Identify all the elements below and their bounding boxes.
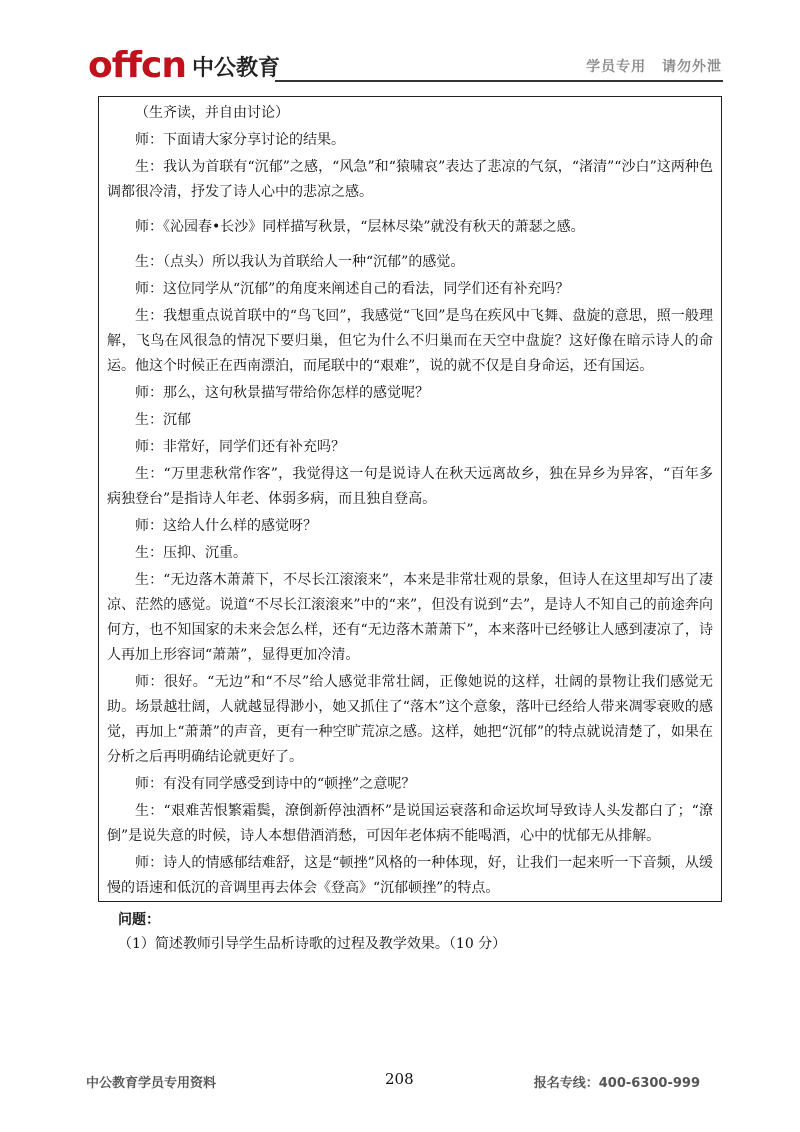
dialogue-line: 师：非常好，同学们还有补充吗？ bbox=[135, 439, 345, 455]
dialogue-line: 师：这给人什么样的感觉呀？ bbox=[135, 518, 317, 534]
header-divider bbox=[275, 80, 723, 82]
dialogue-line: 师：有没有同学感受到诗中的“顿挫”之意呢？ bbox=[135, 776, 416, 792]
logo-chinese-text: 中公教育 bbox=[192, 56, 281, 81]
question-heading: 问题： bbox=[118, 912, 160, 928]
dialogue-line: 师：这位同学从“沉郁”的角度来阐述自己的看法，同学们还有补充吗？ bbox=[135, 281, 570, 297]
page-number: 208 bbox=[385, 1070, 414, 1088]
question-item-1: （1）简述教师引导学生品析诗歌的过程及教学效果。（10 分） bbox=[118, 936, 507, 952]
offcn-logo bbox=[88, 44, 280, 84]
dialogue-line: 师：那么，这句秋景描写带给你怎样的感觉呢？ bbox=[135, 385, 429, 401]
dialogue-line: 生：“万里悲秋常作客”，我觉得这一句是说诗人在秋天远离故乡，独在异乡为异客，“百年多病独登台”是指诗人年老、体弱多病，而且独自登高。 bbox=[107, 466, 713, 507]
dialogue-line: 生：沉郁 bbox=[135, 412, 191, 428]
dialogue-line: 生：“无边落木萧萧下，不尽长江滚滚来”，本来是非常壮观的景象，但诗人在这里却写出了凄凉、茫然的感觉。说道“不尽长江滚滚来”中的“来”，但没有说到“去”，是诗人不知自己的前途奔向何方，也不知国家的未来会怎么样，还有“无边落木萧萧下”，本来落叶已经够让人感到凄凉了，诗人再加上形容词“萧萧”，显得更加冷清。 bbox=[107, 572, 713, 663]
dialogue-line: 师：《沁园春•长沙》同样描写秋景，“层林尽染”就没有秋天的萧瑟之感。 bbox=[135, 219, 585, 235]
dialogue-line: 生：我想重点说首联中的“鸟飞回”，我感觉“飞回”是鸟在疾风中飞舞、盘旋的意思，照一般理解，飞鸟在风很急的情况下要归巢，但它为什么不归巢而在天空中盘旋？这好像在暗示诗人的命运。他这个时候正在西南漂泊，而尾联中的“艰难”，说的就不仅是自身命运，还有国运。 bbox=[107, 308, 713, 374]
header-tag bbox=[576, 56, 722, 76]
dialogue-box bbox=[98, 96, 722, 902]
dialogue-line: 生：压抑、沉重。 bbox=[135, 545, 247, 561]
dialogue-line: 生：“艰难苦恨繁霜鬓，潦倒新停浊酒杯”是说国运衰落和命运坎坷导致诗人头发都白了；“潦倒”是说失意的时候，诗人本想借酒消愁，可因年老体病不能喝酒，心中的忧郁无从排解。 bbox=[107, 803, 713, 844]
header-tag-right: 请勿外泄 bbox=[662, 59, 722, 75]
footer-left-text: 中公教育学员专用资料 bbox=[86, 1076, 217, 1091]
dialogue-line: 生：我认为首联有“沉郁”之感，“风急”和“猿啸哀”表达了悲凉的气氛，“渚清”“沙白”这两种色调都很冷清，抒发了诗人心中的悲凉之感。 bbox=[107, 159, 713, 200]
dialogue-line: 生：（点头）所以我认为首联给人一种“沉郁”的感觉。 bbox=[135, 254, 465, 270]
footer-hotline: 报名专线：400-6300-999 bbox=[533, 1076, 700, 1091]
header-tag-left: 学员专用 bbox=[586, 59, 647, 75]
logo-latin-text: offcn bbox=[88, 45, 187, 86]
dialogue-line: 师：很好。“无边”和“不尽”给人感觉非常壮阔，正像她说的这样，壮阔的景物让我们感觉无助。场景越壮阔，人就越显得渺小，她又抓住了“落木”这个意象，落叶已经给人带来凋零衰败的感觉，再加上“萧萧”的声音，更有一种空旷荒凉之感。这样，她把“沉郁”的特点就说清楚了，如果在分析之后再明确结论就更好了。 bbox=[107, 674, 713, 765]
dialogue-line: （生齐读，并自由讨论） bbox=[135, 105, 289, 121]
dialogue-line: 师：诗人的情感郁结难舒，这是“顿挫”风格的一种体现，好，让我们一起来听一下音频，从缓慢的语速和低沉的音调里再去体会《登高》“沉郁顿挫”的特点。 bbox=[107, 855, 713, 896]
dialogue-line: 师：下面请大家分享讨论的结果。 bbox=[135, 132, 345, 148]
page-header bbox=[0, 0, 800, 92]
